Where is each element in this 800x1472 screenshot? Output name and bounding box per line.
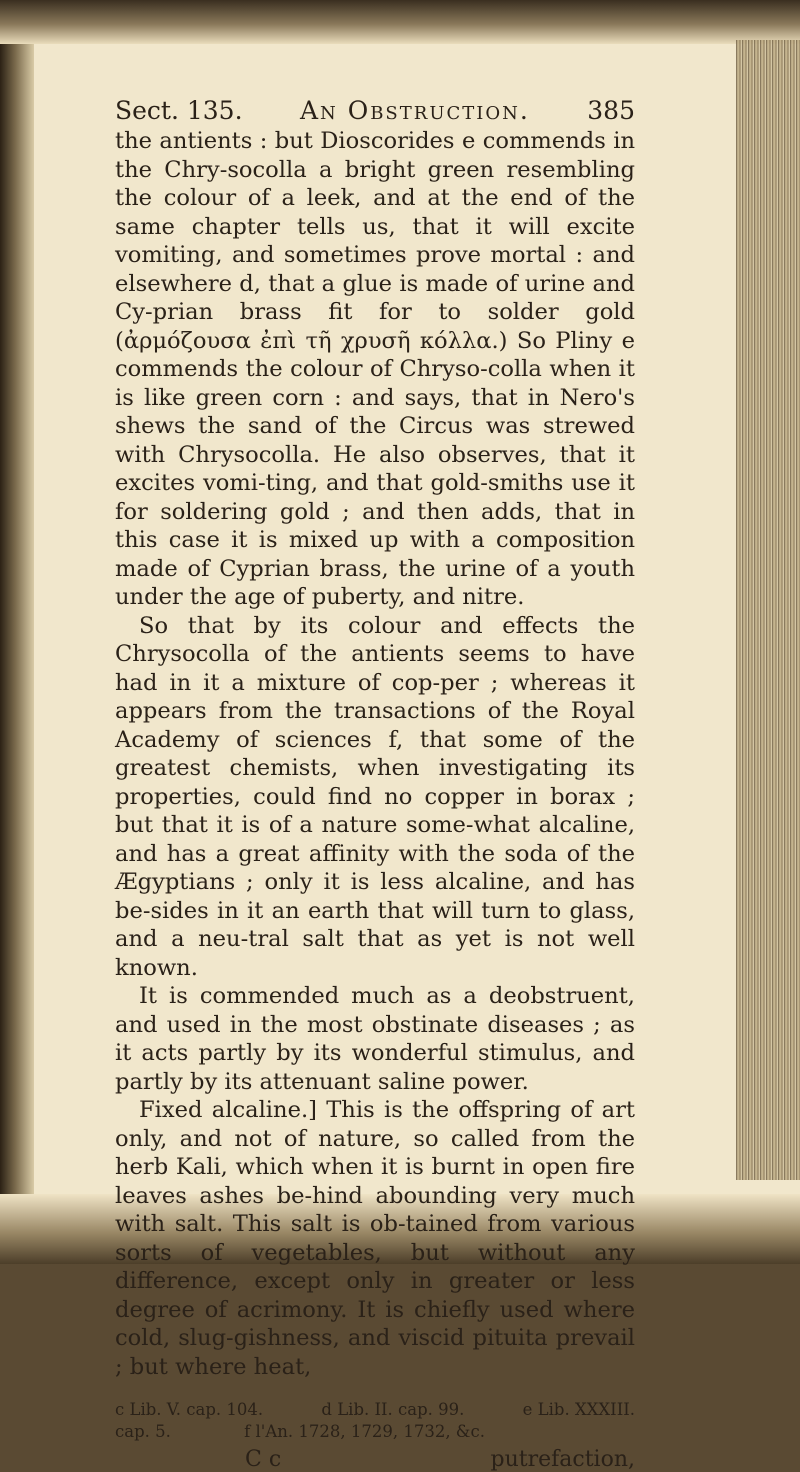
body-text	[115, 127, 635, 1381]
signature-mark: C c	[245, 1447, 282, 1472]
footnote-e: e Lib. XXXIII.	[522, 1400, 635, 1419]
page-footer	[115, 1447, 635, 1472]
footnote-e-cont: cap. 5.	[115, 1422, 171, 1441]
footnote-c: c Lib. V. cap. 104.	[115, 1400, 264, 1419]
running-header	[115, 96, 635, 125]
text-block	[115, 96, 635, 1472]
footnote-line-1	[115, 1399, 635, 1421]
top-page-edge	[0, 0, 800, 44]
catchword: putrefaction,	[490, 1447, 635, 1472]
paragraph-3: It is commended much as a deobstruent, and used in the most obstinate diseases ; as it acts partly by its wonderful stimulus, and partly by its attenuant saline power.	[115, 983, 635, 1095]
footnote-f: f l'An. 1728, 1729, 1732, &c.	[244, 1422, 485, 1441]
footnotes	[115, 1399, 635, 1443]
footnote-d: d Lib. II. cap. 99.	[321, 1400, 465, 1419]
paragraph-1: the antients : but Dioscorides e commends in the Chry-socolla a bright green resembling the colour of a leek, and at the end of the same chapter tells us, that it will excite vomiting, and sometimes prove mortal : and elsewhere d, that a glue is made of urine and Cy-prian brass fit for to solder gold (ἀρμόζουσα ἐπὶ τῆ χρυσῆ κόλλα.) So Pliny e commends the colour of Chryso-colla when it is like green corn : and says, that in Nero's shews the sand of the Circus was strewed with Chrysocolla. He also observes, that it excites vomi-ting, and that gold-smiths use it for soldering gold ; and then adds, that in this case it is mixed up with a composition made of Cyprian brass, the urine of a youth under the age of puberty, and nitre.	[115, 128, 635, 610]
page-number: 385	[587, 96, 635, 125]
paragraph-4: Fixed alcaline.] This is the offspring of art only, and not of nature, so called from the herb Kali, which when it is burnt in open fire leaves ashes be-hind abounding very much with salt. This salt is ob-tained from various sorts of vegetables, but without any difference, except only in greater or less degree of acrimony. It is chiefly used where cold, slug-gishness, and viscid pituita prevail ; but where heat,	[115, 1097, 635, 1380]
section-label: Sect. 135.	[115, 96, 243, 125]
fore-edge-pages	[736, 40, 800, 1180]
book-spine-shadow	[0, 0, 34, 1264]
footnote-line-2	[115, 1421, 635, 1443]
running-title: An Obstruction.	[299, 96, 530, 125]
paragraph-2: So that by its colour and effects the Chrysocolla of the antients seems to have had in it a mixture of cop-per ; whereas it appears from the transactions of the Royal Academy of sciences f, that some of the greatest chemists, when investigating its properties, could find no copper in borax ; but that it is of a nature some-what alcaline, and has a great affinity with the soda of the Ægyptians ; only it is less alcaline, and has be-sides in it an earth that will turn to glass, and a neu-tral salt that as yet is not well known.	[115, 612, 635, 981]
